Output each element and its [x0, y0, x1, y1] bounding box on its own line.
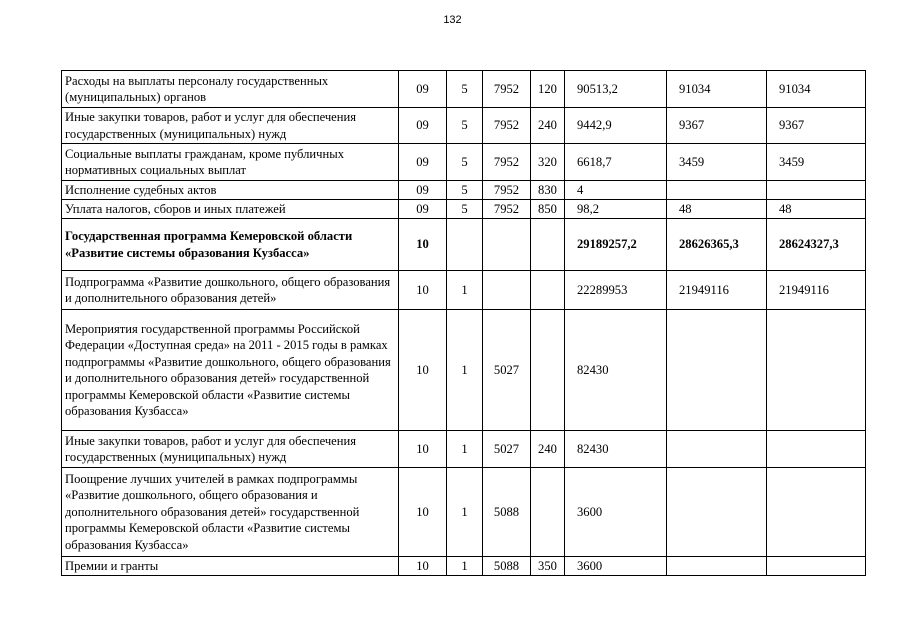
cell-amount-2: 21949116 [667, 271, 767, 310]
cell-expense-type [531, 468, 565, 557]
cell-expense-type [531, 271, 565, 310]
cell-subsection: 1 [447, 271, 483, 310]
cell-expense-type [531, 219, 565, 271]
table-row [62, 431, 866, 468]
cell-article: 7952 [483, 71, 531, 108]
cell-expense-type: 240 [531, 108, 565, 144]
table-row [62, 71, 866, 108]
cell-expense-type: 850 [531, 200, 565, 219]
cell-section: 10 [399, 271, 447, 310]
cell-section: 09 [399, 71, 447, 108]
table-body [62, 71, 866, 576]
cell-name: Подпрограмма «Развитие дошкольного, общего образования и дополнительного образования детей» [62, 271, 399, 310]
table-row [62, 144, 866, 181]
table-row [62, 557, 866, 576]
cell-amount-3: 48 [767, 200, 866, 219]
cell-amount-2: 3459 [667, 144, 767, 181]
cell-amount-3: 3459 [767, 144, 866, 181]
cell-article: 5088 [483, 557, 531, 576]
cell-amount-1: 22289953 [565, 271, 667, 310]
cell-section: 10 [399, 468, 447, 557]
table-row [62, 310, 866, 431]
cell-article: 5027 [483, 310, 531, 431]
budget-table [61, 70, 866, 576]
table-row [62, 181, 866, 200]
cell-amount-3 [767, 557, 866, 576]
cell-article: 7952 [483, 200, 531, 219]
cell-name: Иные закупки товаров, работ и услуг для обеспечения государственных (муниципальных) нужд [62, 431, 399, 468]
cell-amount-3: 9367 [767, 108, 866, 144]
cell-expense-type: 240 [531, 431, 565, 468]
cell-name: Мероприятия государственной программы Российской Федерации «Доступная среда» на 2011 - 2015 годы в рамках подпрограммы «Развитие дошкольного, общего образования и дополнительного образования детей» государственной программы Кемеровской области «Развитие системы образования Кузбасса» [62, 310, 399, 431]
cell-amount-2 [667, 557, 767, 576]
cell-article: 7952 [483, 181, 531, 200]
cell-amount-2: 48 [667, 200, 767, 219]
cell-section: 10 [399, 431, 447, 468]
cell-amount-1: 4 [565, 181, 667, 200]
cell-subsection: 5 [447, 71, 483, 108]
cell-section: 10 [399, 310, 447, 431]
cell-amount-3 [767, 431, 866, 468]
cell-amount-1: 3600 [565, 557, 667, 576]
cell-name: Поощрение лучших учителей в рамках подпрограммы «Развитие дошкольного, общего образования и дополнительного образования детей» государственной программы Кемеровской области «Развитие системы образования Кузбасса» [62, 468, 399, 557]
cell-amount-2 [667, 431, 767, 468]
cell-expense-type: 120 [531, 71, 565, 108]
cell-amount-1: 9442,9 [565, 108, 667, 144]
cell-article [483, 271, 531, 310]
cell-amount-2: 9367 [667, 108, 767, 144]
cell-section: 09 [399, 181, 447, 200]
cell-section: 09 [399, 144, 447, 181]
cell-name: Уплата налогов, сборов и иных платежей [62, 200, 399, 219]
cell-amount-2 [667, 310, 767, 431]
cell-amount-1: 3600 [565, 468, 667, 557]
cell-subsection: 1 [447, 310, 483, 431]
cell-amount-2: 28626365,3 [667, 219, 767, 271]
cell-subsection [447, 219, 483, 271]
cell-amount-1: 29189257,2 [565, 219, 667, 271]
cell-subsection: 1 [447, 431, 483, 468]
cell-amount-3: 28624327,3 [767, 219, 866, 271]
cell-article: 5027 [483, 431, 531, 468]
cell-amount-1: 6618,7 [565, 144, 667, 181]
cell-subsection: 5 [447, 200, 483, 219]
table-row [62, 200, 866, 219]
cell-name: Расходы на выплаты персоналу государственных (муниципальных) органов [62, 71, 399, 108]
cell-amount-2 [667, 181, 767, 200]
cell-article: 5088 [483, 468, 531, 557]
cell-section: 09 [399, 108, 447, 144]
cell-name: Государственная программа Кемеровской области «Развитие системы образования Кузбасса» [62, 219, 399, 271]
cell-amount-1: 82430 [565, 431, 667, 468]
cell-subsection: 5 [447, 181, 483, 200]
cell-name: Исполнение судебных актов [62, 181, 399, 200]
cell-expense-type: 350 [531, 557, 565, 576]
cell-name: Иные закупки товаров, работ и услуг для обеспечения государственных (муниципальных) нужд [62, 108, 399, 144]
cell-expense-type: 830 [531, 181, 565, 200]
cell-expense-type [531, 310, 565, 431]
cell-name: Премии и гранты [62, 557, 399, 576]
table-row [62, 468, 866, 557]
cell-subsection: 1 [447, 557, 483, 576]
cell-article [483, 219, 531, 271]
cell-amount-1: 90513,2 [565, 71, 667, 108]
page-number: 132 [443, 14, 462, 26]
cell-amount-2: 91034 [667, 71, 767, 108]
cell-subsection: 5 [447, 144, 483, 181]
cell-amount-2 [667, 468, 767, 557]
cell-article: 7952 [483, 108, 531, 144]
table-row [62, 219, 866, 271]
cell-expense-type: 320 [531, 144, 565, 181]
cell-amount-1: 98,2 [565, 200, 667, 219]
cell-section: 10 [399, 219, 447, 271]
cell-amount-3 [767, 310, 866, 431]
cell-amount-3: 21949116 [767, 271, 866, 310]
cell-subsection: 1 [447, 468, 483, 557]
cell-article: 7952 [483, 144, 531, 181]
cell-section: 09 [399, 200, 447, 219]
table-row [62, 108, 866, 144]
cell-amount-3 [767, 468, 866, 557]
table-row [62, 271, 866, 310]
cell-section: 10 [399, 557, 447, 576]
cell-amount-3 [767, 181, 866, 200]
cell-amount-3: 91034 [767, 71, 866, 108]
cell-name: Социальные выплаты гражданам, кроме публичных нормативных социальных выплат [62, 144, 399, 181]
cell-subsection: 5 [447, 108, 483, 144]
cell-amount-1: 82430 [565, 310, 667, 431]
